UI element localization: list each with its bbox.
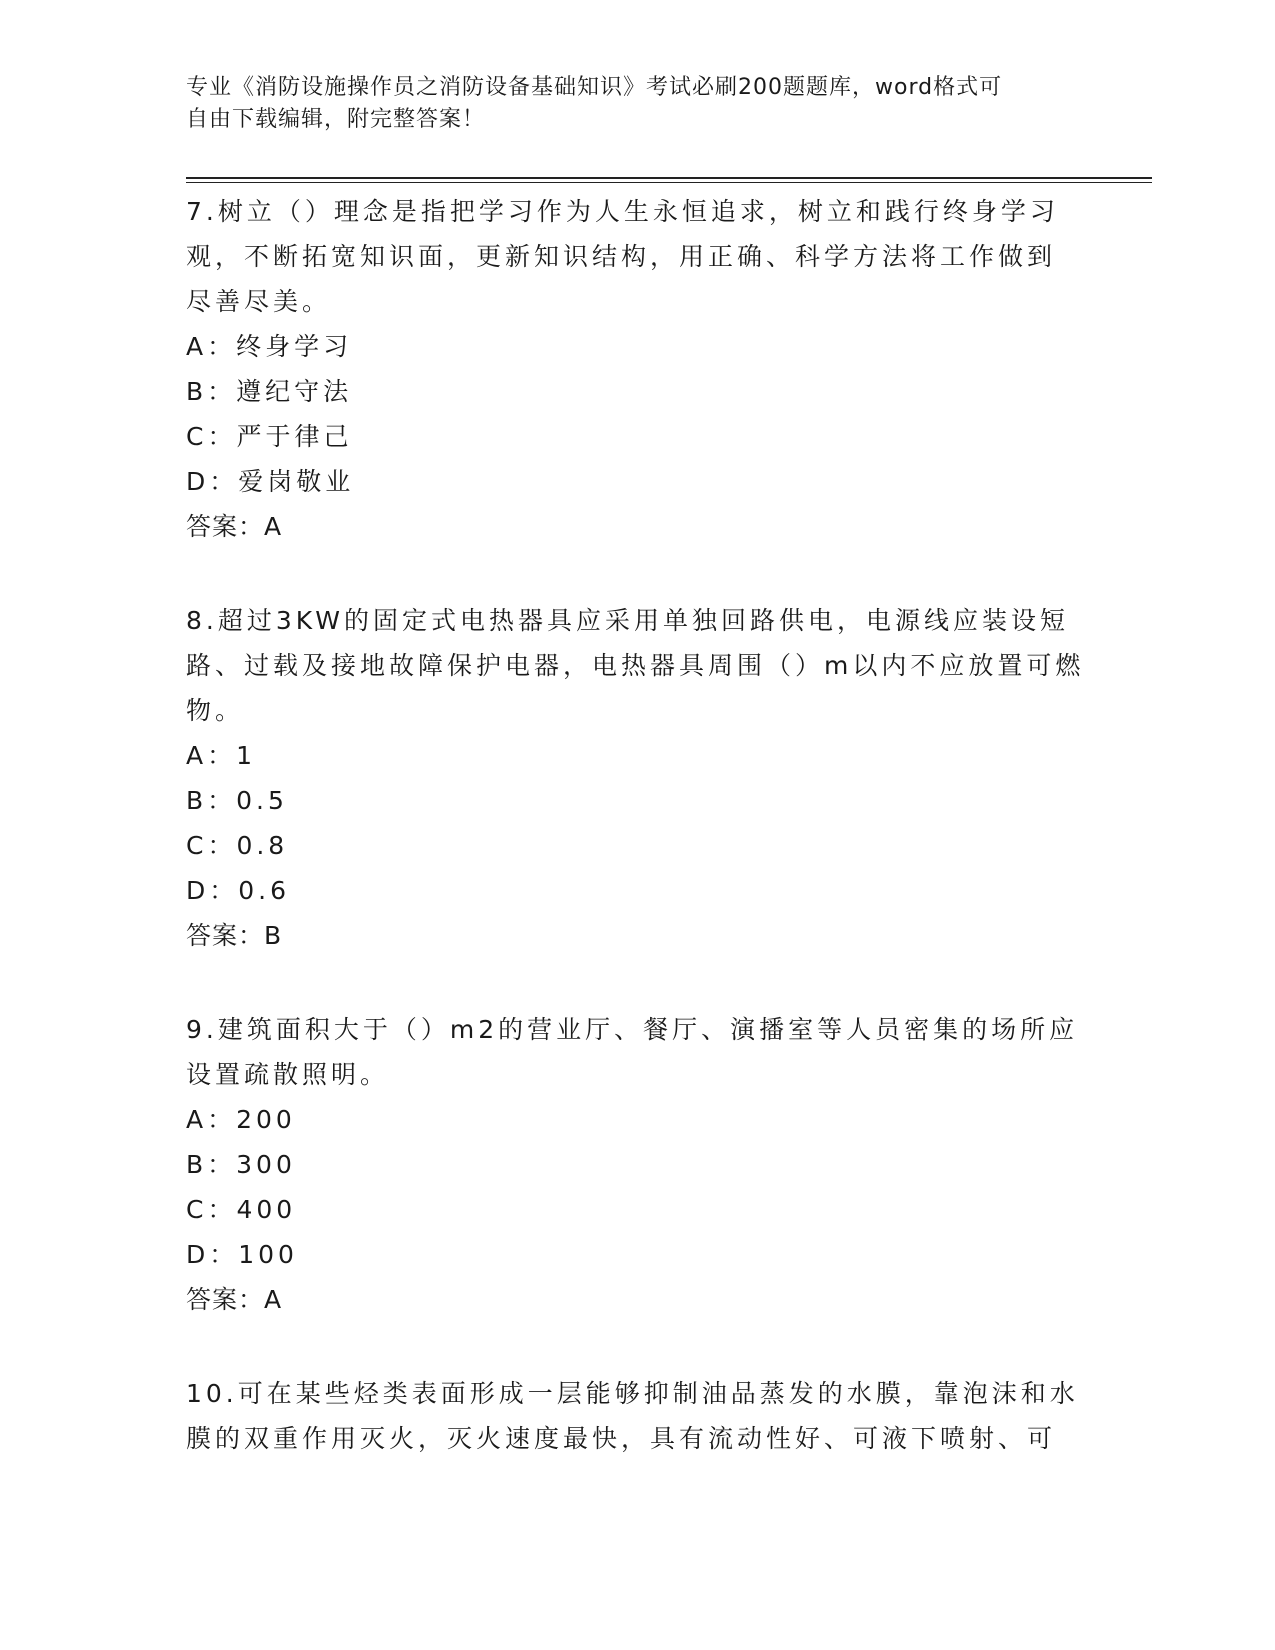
option-a: A：终身学习: [186, 332, 353, 361]
answer-label: 答案：A: [186, 1285, 283, 1314]
question-text-line: 观，不断拓宽知识面，更新知识结构，用正确、科学方法将工作做到: [186, 242, 1057, 271]
question-text-line: 7.树立（）理念是指把学习作为人生永恒追求，树立和践行终身学习: [186, 197, 1059, 226]
header-divider-thick: [186, 177, 1152, 179]
question-8: [186, 598, 1086, 958]
question-9: [186, 1007, 1086, 1322]
question-text-line: 9.建筑面积大于（）m2的营业厅、餐厅、演播室等人员密集的场所应: [186, 1015, 1079, 1044]
option-c: C：严于律己: [186, 422, 353, 451]
option-b: B：0.5: [186, 786, 288, 815]
option-c: C：0.8: [186, 831, 289, 860]
header-divider-thin: [186, 182, 1152, 183]
question-text-line: 膜的双重作用灭火，灭火速度最快，具有流动性好、可液下喷射、可: [186, 1424, 1057, 1453]
question-text-line: 路、过载及接地故障保护电器，电热器具周围（）m以内不应放置可燃: [186, 651, 1085, 680]
header-line-2: 自由下载编辑，附完整答案！: [186, 107, 486, 132]
option-b: B：300: [186, 1150, 296, 1179]
option-c: C：400: [186, 1195, 297, 1224]
option-d: D：爱岗敬业: [186, 467, 355, 496]
document-header: [186, 72, 1066, 136]
question-text-line: 尽善尽美。: [186, 287, 332, 316]
question-text-line: 10.可在某些烃类表面形成一层能够抑制油品蒸发的水膜，靠泡沫和水: [186, 1379, 1079, 1408]
question-10: [186, 1371, 1086, 1461]
question-text-line: 8.超过3KW的固定式电热器具应采用单独回路供电，电源线应装设短: [186, 606, 1069, 635]
option-b: B：遵纪守法: [186, 377, 353, 406]
option-a: A：200: [186, 1105, 296, 1134]
option-d: D：0.6: [186, 876, 291, 905]
option-a: A：1: [186, 741, 257, 770]
question-7: [186, 189, 1086, 549]
question-text-line: 物。: [186, 696, 245, 725]
answer-label: 答案：A: [186, 512, 283, 541]
header-line-1: 专业《消防设施操作员之消防设备基础知识》考试必刷200题题库，word格式可: [186, 75, 1003, 100]
question-text-line: 设置疏散照明。: [186, 1060, 390, 1089]
answer-label: 答案：B: [186, 921, 283, 950]
option-d: D：100: [186, 1240, 298, 1269]
